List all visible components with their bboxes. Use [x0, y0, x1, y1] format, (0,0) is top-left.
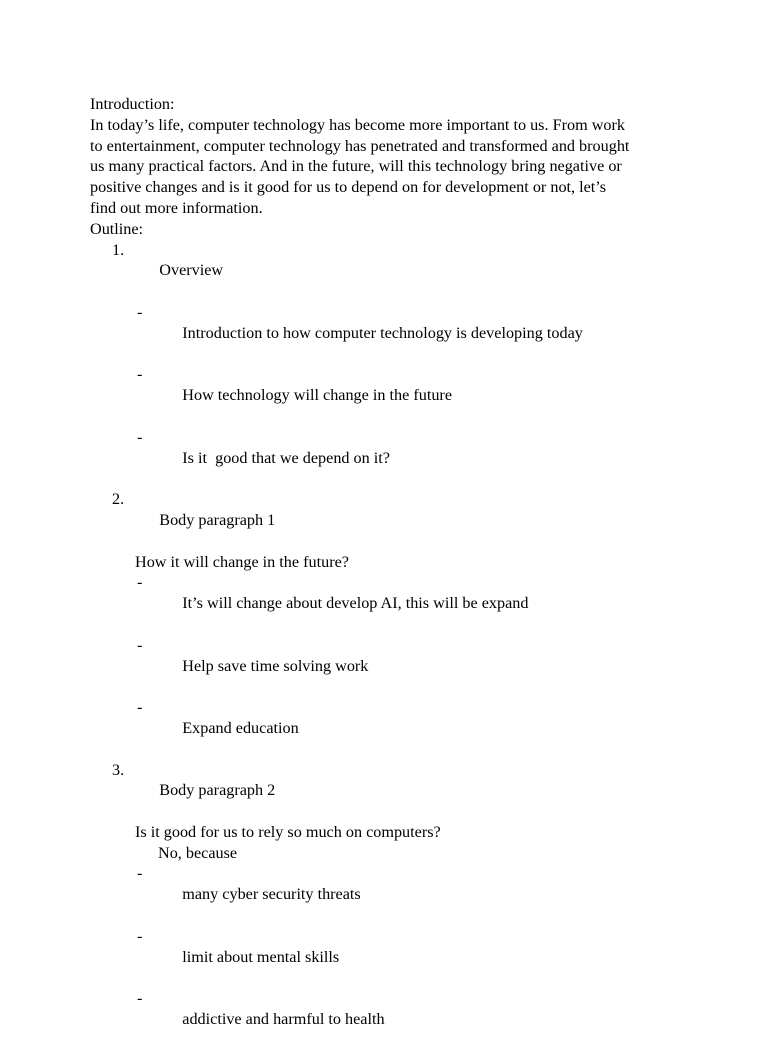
bullet-text: many cyber security threats: [182, 885, 361, 904]
bullet-text: Introduction to how computer technology is developing today: [182, 323, 583, 342]
intro-paragraph: [90, 115, 690, 219]
dash-marker: -: [137, 989, 143, 1008]
dash-marker: -: [137, 864, 143, 883]
outline-section-1: [90, 240, 690, 490]
intro-heading: Introduction:: [90, 95, 175, 113]
bullet-item: [90, 364, 690, 426]
section-title-text: Overview: [159, 261, 224, 280]
intro-line: positive changes and is it good for us to depend on for development or not, let’s: [90, 178, 607, 197]
bullet-item: [90, 302, 690, 364]
section-question: Is it good for us to rely so much on computers?: [135, 822, 441, 841]
dash-marker: -: [137, 573, 143, 592]
dash-marker: -: [137, 926, 143, 945]
section-title: [90, 760, 690, 822]
section-number: 2.: [112, 490, 125, 509]
dash-marker: -: [137, 635, 143, 654]
bullet-item: [90, 697, 690, 759]
outline-section-2: [90, 489, 690, 759]
section-title-text: Body paragraph 2: [159, 781, 276, 800]
bullet-text: limit about mental skills: [182, 947, 340, 966]
bullet-text: How technology will change in the future: [182, 386, 452, 405]
dash-marker: -: [137, 365, 143, 384]
intro-line: us many practical factors. And in the future, will this technology bring negative or: [90, 157, 622, 176]
section-title: [90, 489, 690, 551]
section-number: 1.: [112, 240, 125, 259]
bullet-text: Expand education: [182, 718, 299, 737]
bullet-text: It’s will change about develop AI, this will be expand: [182, 594, 529, 613]
section-title-text: Body paragraph 1: [159, 510, 276, 529]
dash-marker: -: [137, 427, 143, 446]
bullet-text: Is it good that we depend on it?: [182, 448, 390, 467]
dash-marker: -: [137, 698, 143, 717]
section-answer: No, because: [158, 843, 238, 862]
document-body: [90, 94, 690, 1051]
bullet-item: [90, 926, 690, 988]
outline-section-3: [90, 760, 690, 1051]
bullet-item: [90, 988, 690, 1050]
section-number: 3.: [112, 760, 125, 779]
dash-marker: -: [137, 302, 143, 321]
bullet-item: [90, 427, 690, 489]
section-question: How it will change in the future?: [135, 552, 349, 571]
bullet-item: [90, 572, 690, 634]
bullet-text: Help save time solving work: [182, 656, 369, 675]
bullet-text: addictive and harmful to health: [182, 1010, 385, 1029]
intro-line: In today’s life, computer technology has become more important to us. From work: [90, 115, 625, 134]
bullet-item: [90, 635, 690, 697]
outline-heading: Outline:: [90, 219, 144, 238]
section-title: [90, 240, 690, 302]
bullet-item: [90, 863, 690, 925]
intro-line: to entertainment, computer technology has penetrated and transformed and brought: [90, 136, 630, 155]
intro-line: find out more information.: [90, 198, 263, 217]
